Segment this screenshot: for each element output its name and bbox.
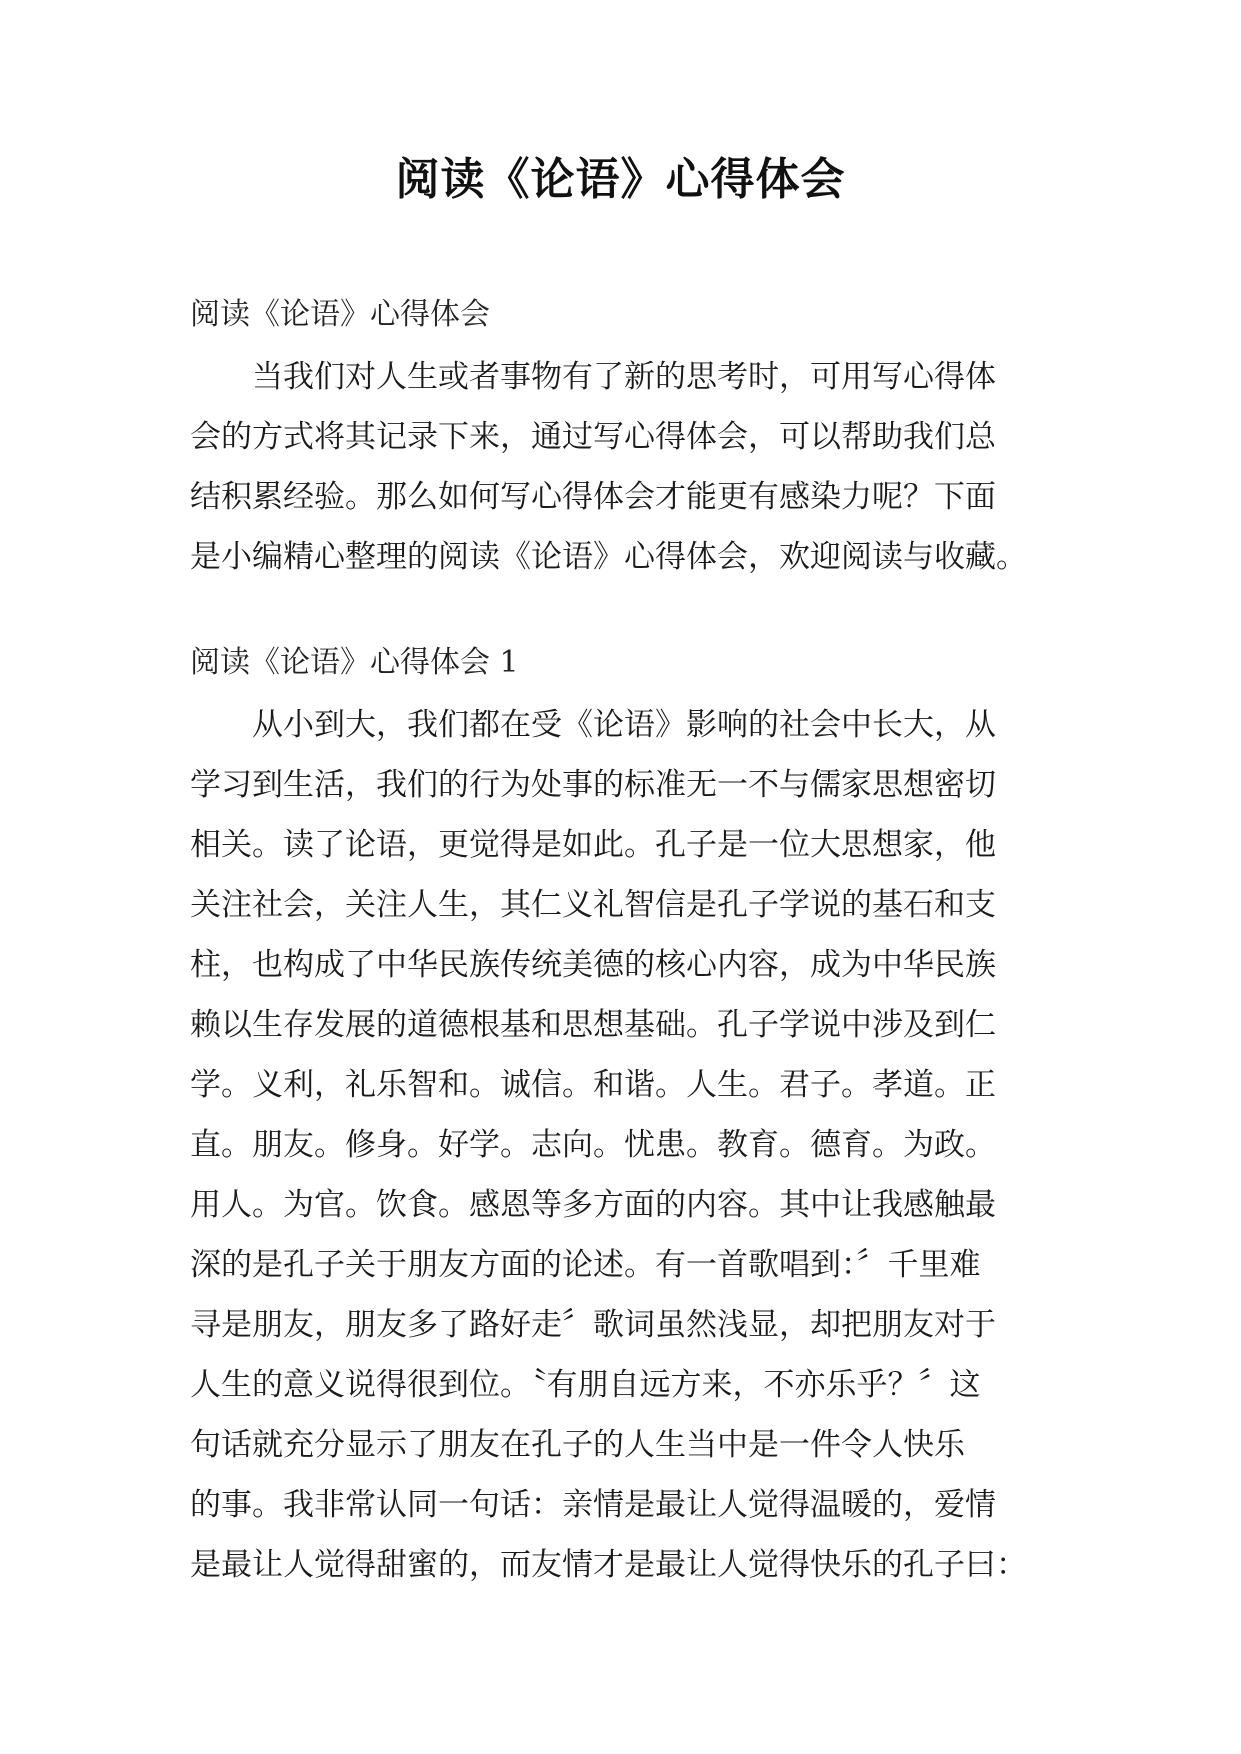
paragraph-line: 人生的意义说得很到位。〝有朋自远方来，不亦乐乎？〞这 — [190, 1367, 981, 1403]
paragraph-line: 会的方式将其记录下来，通过写心得体会，可以帮助我们总 — [190, 419, 996, 455]
intro-heading: 阅读《论语》心得体会 — [190, 297, 490, 332]
paragraph-line: 学。义利，礼乐智和。诚信。和谐。人生。君子。孝道。正 — [190, 1067, 996, 1103]
section-1-heading: 阅读《论语》心得体会 1 — [190, 645, 519, 680]
paragraph-line: 用人。为官。饮食。感恩等多方面的内容。其中让我感触最 — [190, 1187, 996, 1223]
paragraph-line: 相关。读了论语，更觉得是如此。孔子是一位大思想家，他 — [190, 827, 996, 863]
section-1-paragraph — [190, 695, 1060, 1595]
paragraph-line: 赖以生存发展的道德根基和思想基础。孔子学说中涉及到仁 — [190, 1007, 996, 1043]
paragraph-line: 是小编精心整理的阅读《论语》心得体会，欢迎阅读与收藏。 — [190, 539, 1027, 575]
paragraph-line: 的事。我非常认同一句话：亲情是最让人觉得温暖的，爱情 — [190, 1487, 996, 1523]
intro-paragraph — [190, 347, 1060, 587]
paragraph-line: 结积累经验。那么如何写心得体会才能更有感染力呢？下面 — [190, 479, 996, 515]
paragraph-line: 从小到大，我们都在受《论语》影响的社会中长大，从 — [190, 707, 996, 743]
paragraph-line: 深的是孔子关于朋友方面的论述。有一首歌唱到：〞千里难 — [190, 1247, 981, 1283]
paragraph-line: 直。朋友。修身。好学。志向。忧患。教育。德育。为政。 — [190, 1127, 996, 1163]
paragraph-line: 柱，也构成了中华民族传统美德的核心内容，成为中华民族 — [190, 947, 996, 983]
paragraph-line: 句话就充分显示了朋友在孔子的人生当中是一件令人快乐 — [190, 1427, 965, 1463]
paragraph-line: 是最让人觉得甜蜜的，而友情才是最让人觉得快乐的孔子曰： — [190, 1547, 1027, 1583]
paragraph-line: 当我们对人生或者事物有了新的思考时，可用写心得体 — [190, 359, 996, 395]
paragraph-line: 寻是朋友，朋友多了路好走〞歌词虽然浅显，却把朋友对于 — [190, 1307, 996, 1343]
document-title: 阅读《论语》心得体会 — [395, 154, 846, 205]
paragraph-line: 关注社会，关注人生，其仁义礼智信是孔子学说的基石和支 — [190, 887, 996, 923]
paragraph-line: 学习到生活，我们的行为处事的标准无一不与儒家思想密切 — [190, 767, 996, 803]
